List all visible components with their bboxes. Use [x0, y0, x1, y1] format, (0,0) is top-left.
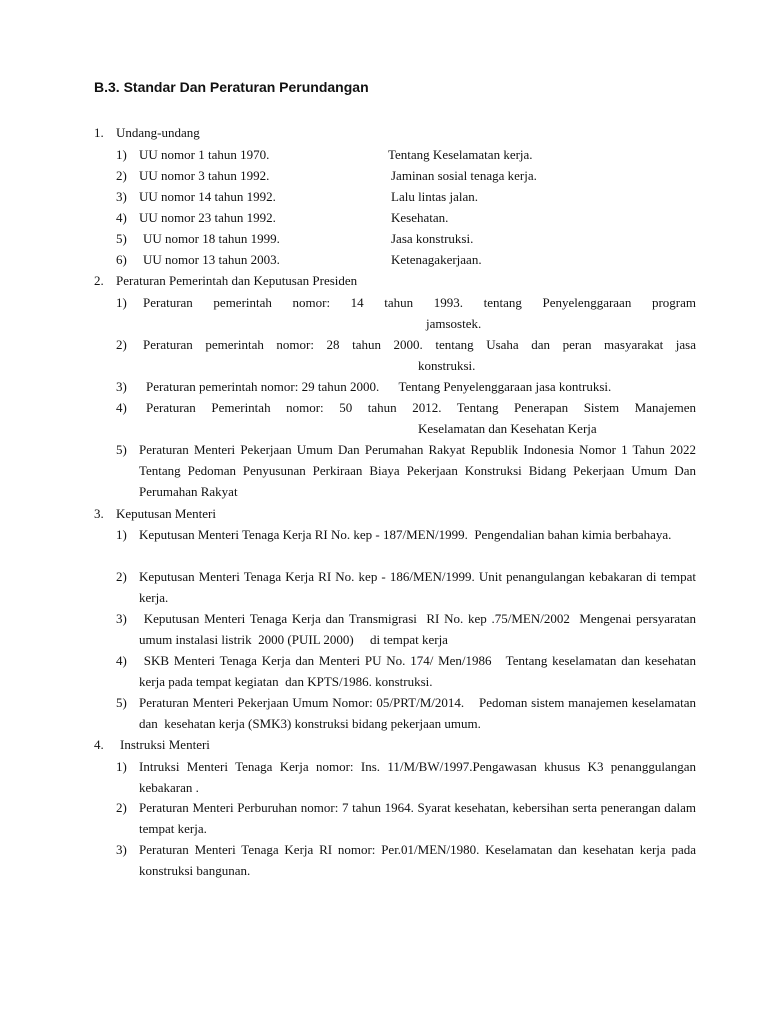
law-name: UU nomor 13 tahun 2003.: [143, 252, 280, 267]
item-number: 5): [116, 442, 127, 457]
item-number: 5): [116, 231, 127, 246]
law-description: Lalu lintas jalan.: [391, 189, 479, 204]
regulation-text-continued: Keselamatan dan Kesehatan Kerja: [418, 421, 597, 436]
law-name: UU nomor 1 tahun 1970.: [139, 147, 270, 162]
law-name: UU nomor 23 tahun 1992.: [139, 210, 276, 225]
section-title: Keputusan Menteri: [116, 506, 217, 521]
law-name: UU nomor 14 tahun 1992.: [139, 189, 276, 204]
regulation-text: Keputusan Menteri Tenaga Kerja dan Transmigrasi RI No. kep .75/MEN/2002 Mengenai persyaratan umum instalasi listrik 2000 (PUIL 2000) di tempat kerja: [139, 611, 700, 647]
law-description: Jasa konstruksi.: [391, 231, 474, 246]
item-number: 4): [116, 653, 127, 668]
section-title: Undang-undang: [116, 125, 200, 140]
law-name: UU nomor 18 tahun 1999.: [143, 231, 280, 246]
law-description: Kesehatan.: [391, 210, 449, 225]
law-description: Jaminan sosial tenaga kerja.: [391, 168, 537, 183]
section-title: Peraturan Pemerintah dan Keputusan Presiden: [116, 273, 358, 288]
regulation-text: Keputusan Menteri Tenaga Kerja RI No. kep - 186/MEN/1999. Unit penangulangan kebakaran di tempat kerja.: [139, 569, 696, 605]
item-number: 3): [116, 189, 127, 204]
page-title: B.3. Standar Dan Peraturan Perundangan: [94, 79, 369, 95]
item-number: 2): [116, 168, 127, 183]
item-number: 3): [116, 842, 127, 857]
item-number: 2): [116, 800, 127, 815]
section-number: 3.: [94, 506, 104, 521]
item-number: 1): [116, 527, 127, 542]
item-number: 3): [116, 611, 127, 626]
item-number: 2): [116, 569, 127, 584]
regulation-text: Peraturan pemerintah nomor: 14 tahun 1993. tentang Penyelenggaraan program: [143, 295, 696, 310]
section-number: 4.: [94, 737, 104, 752]
regulation-text: Peraturan pemerintah nomor: 29 tahun 2000. Tentang Penyelenggaraan jasa kontruksi.: [146, 379, 612, 394]
regulation-text: Peraturan pemerintah nomor: 28 tahun 2000. tentang Usaha dan peran masyarakat jasa: [143, 337, 696, 352]
regulation-text: Peraturan Menteri Tenaga Kerja RI nomor: Per.01/MEN/1980. Keselamatan dan kesehatan kerja pada konstruksi bangunan.: [139, 842, 696, 878]
regulation-text: Peraturan Menteri Pekerjaan Umum Dan Perumahan Rakyat Republik Indonesia Nomor 1 Tahun 2022 Tentang Pedoman Penyusunan Perkiraan Biaya Pekerjaan Konstruksi Bidang Pekerjaan Umum Dan Perumahan Rakyat: [139, 442, 696, 499]
regulation-text-continued: konstruksi.: [418, 358, 476, 373]
regulation-text: Keputusan Menteri Tenaga Kerja RI No. kep - 187/MEN/1999. Pengendalian bahan kimia berbahaya.: [139, 527, 672, 542]
regulation-text: SKB Menteri Tenaga Kerja dan Menteri PU No. 174/ Men/1986 Tentang keselamatan dan kesehatan kerja pada tempat kegiatan dan KPTS/1986. konstruksi.: [139, 653, 700, 689]
item-number: 1): [116, 295, 127, 310]
item-number: 5): [116, 695, 127, 710]
item-number: 6): [116, 252, 127, 267]
item-number: 1): [116, 759, 127, 774]
item-number: 4): [116, 400, 127, 415]
section-title: Instruksi Menteri: [120, 737, 210, 752]
section-number: 2.: [94, 273, 104, 288]
item-number: 2): [116, 337, 127, 352]
item-number: 4): [116, 210, 127, 225]
section-number: 1.: [94, 125, 104, 140]
regulation-text: Peraturan Menteri Pekerjaan Umum Nomor: 05/PRT/M/2014. Pedoman sistem manajemen keselamatan dan kesehatan kerja (SMK3) konstruksi bidang pekerjaan umum.: [139, 695, 700, 731]
regulation-text-continued: jamsostek.: [426, 316, 482, 331]
regulation-text: Intruksi Menteri Tenaga Kerja nomor: Ins. 11/M/BW/1997.Pengawasan khusus K3 penanggulangan kebakaran .: [139, 759, 696, 795]
law-description: Ketenagakerjaan.: [391, 252, 482, 267]
regulation-text: Peraturan Menteri Perburuhan nomor: 7 tahun 1964. Syarat kesehatan, kebersihan serta penerangan dalam tempat kerja.: [139, 800, 696, 836]
regulation-text: Peraturan Pemerintah nomor: 50 tahun 2012. Tentang Penerapan Sistem Manajemen: [146, 400, 696, 415]
law-description: Tentang Keselamatan kerja.: [388, 147, 533, 162]
item-number: 1): [116, 147, 127, 162]
law-name: UU nomor 3 tahun 1992.: [139, 168, 270, 183]
item-number: 3): [116, 379, 127, 394]
